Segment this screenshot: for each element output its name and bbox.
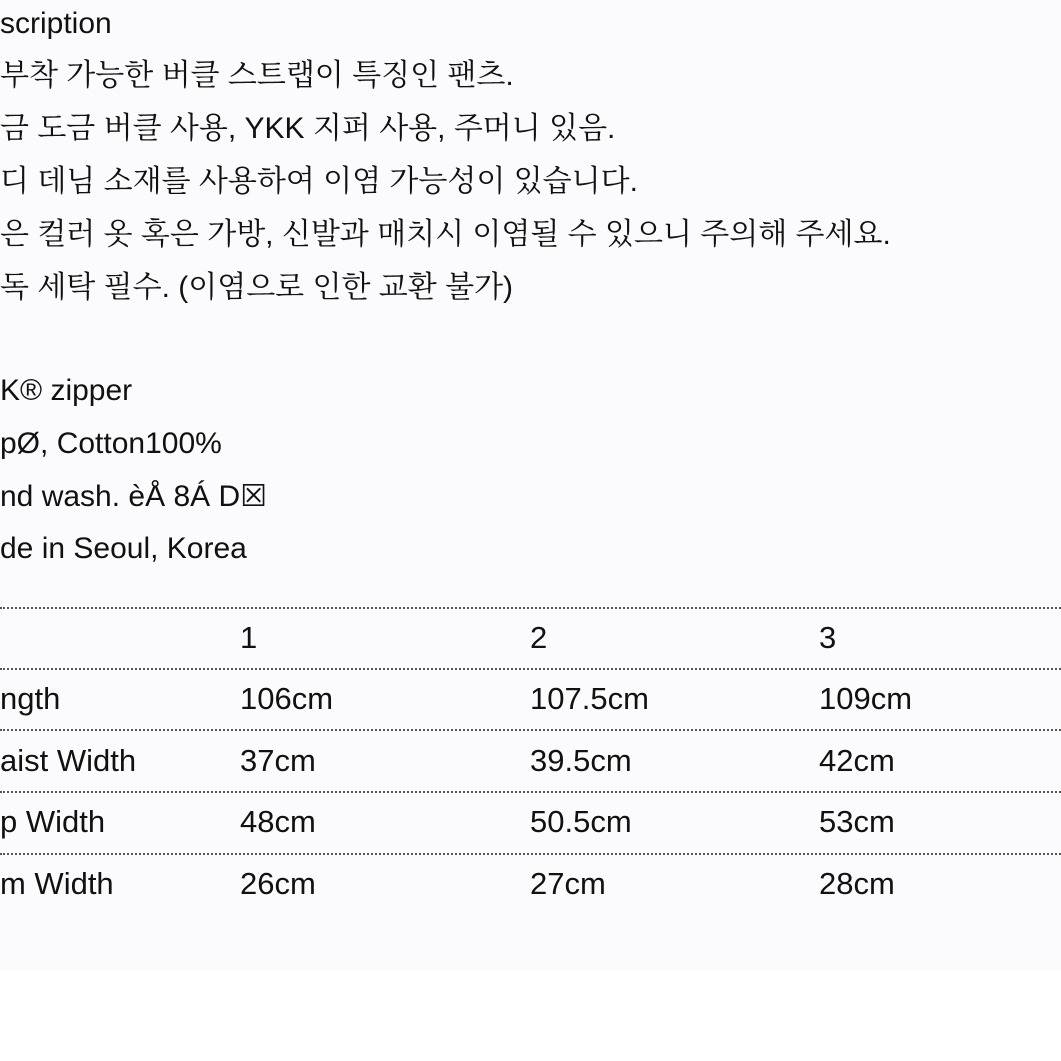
description-line-2: 금 도금 버클 사용, YKK 지퍼 사용, 주머니 있음. bbox=[0, 112, 616, 145]
description-line-4: 은 컬러 옷 혹은 가방, 신발과 매치시 이염될 수 있으니 주의해 주세요. bbox=[0, 218, 891, 251]
description-heading: scription bbox=[0, 7, 112, 40]
spec-line-fabric: pØ, Cotton100% bbox=[0, 427, 222, 460]
description-line-5: 독 세탁 필수. (이염으로 인한 교환 불가) bbox=[0, 271, 514, 304]
table-cell: 42cm bbox=[819, 743, 895, 778]
spec-line-wash: nd wash. èÅ 8Á D☒ bbox=[0, 480, 268, 513]
table-header-size-1: 1 bbox=[240, 620, 258, 655]
table-cell: 28cm bbox=[819, 866, 895, 901]
table-cell: 48cm bbox=[240, 804, 316, 839]
table-divider bbox=[0, 668, 1061, 670]
table-cell: 50.5cm bbox=[530, 804, 632, 839]
table-cell: 53cm bbox=[819, 804, 895, 839]
row-label-waist-width: aist Width bbox=[0, 743, 137, 778]
table-cell: 107.5cm bbox=[530, 681, 649, 716]
spec-line-origin: de in Seoul, Korea bbox=[0, 532, 247, 565]
table-header-size-2: 2 bbox=[530, 620, 548, 655]
spec-line-zipper: K® zipper bbox=[0, 374, 133, 407]
table-divider bbox=[0, 791, 1061, 793]
description-line-3: 디 데님 소재를 사용하여 이염 가능성이 있습니다. bbox=[0, 165, 638, 198]
table-divider bbox=[0, 853, 1061, 855]
table-divider bbox=[0, 607, 1061, 609]
table-header-size-3: 3 bbox=[819, 620, 837, 655]
row-label-length: ngth bbox=[0, 681, 61, 716]
table-divider bbox=[0, 729, 1061, 731]
description-line-1: 부착 가능한 버클 스트랩이 특징인 팬츠. bbox=[0, 59, 514, 92]
table-cell: 27cm bbox=[530, 866, 606, 901]
row-label-hip-width: p Width bbox=[0, 804, 106, 839]
row-label-hem-width: m Width bbox=[0, 866, 114, 901]
table-cell: 39.5cm bbox=[530, 743, 632, 778]
table-cell: 109cm bbox=[819, 681, 913, 716]
table-cell: 26cm bbox=[240, 866, 316, 901]
table-cell: 37cm bbox=[240, 743, 316, 778]
table-cell: 106cm bbox=[240, 681, 334, 716]
